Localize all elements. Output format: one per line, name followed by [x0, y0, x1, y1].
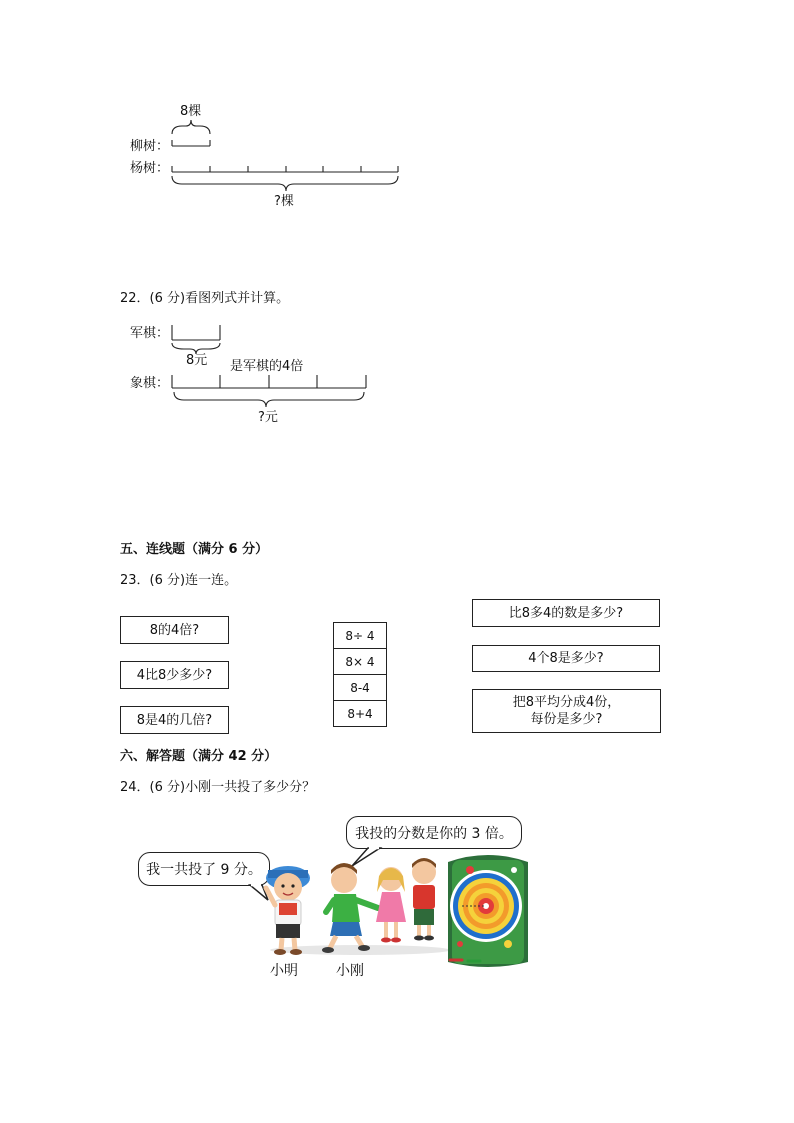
q22-row1-label: 军棋： [130, 326, 170, 341]
q22-row2-label: 象棋： [130, 376, 170, 391]
boy-xiaogang-figure [322, 863, 378, 953]
diagram1-row1-label: 柳树： [130, 139, 170, 154]
q22-note: 是军棋的4倍 [230, 359, 304, 374]
q22-brace-label: 8元 [186, 353, 208, 368]
bubble-left: 我一共投了 9 分。 [138, 852, 270, 886]
diagram1-top-label: 8棵 [180, 104, 202, 119]
q22-bottom-label: ?元 [258, 410, 278, 425]
name-xiaoming: 小明 [270, 963, 298, 979]
girl-figure [376, 867, 406, 943]
q23-title: 23．(6 分)连一连。 [120, 573, 238, 588]
middle-cell-2[interactable]: 8× 4 [333, 648, 387, 675]
right-box-3[interactable]: 把8平均分成4份， 每份是多少? [472, 689, 661, 733]
dartboard-figure [448, 855, 528, 967]
diagram1-row2-label: 杨树： [130, 161, 170, 176]
left-box-1[interactable]: 8的4倍? [120, 616, 229, 644]
right-box-1[interactable]: 比8多4的数是多少? [472, 599, 660, 627]
middle-cell-3[interactable]: 8-4 [333, 674, 387, 701]
section5-heading: 五、连线题（满分 6 分） [120, 542, 269, 557]
boy-xiaoming-figure [266, 866, 310, 955]
right-box-2[interactable]: 4个8是多少? [472, 645, 660, 672]
diagram1-bottom-label: ?棵 [274, 194, 294, 209]
left-box-3[interactable]: 8是4的几倍? [120, 706, 229, 734]
bubble-right: 我投的分数是你的 3 倍。 [346, 816, 522, 849]
name-xiaogang: 小刚 [336, 963, 364, 979]
q24-title: 24．(6 分)小刚一共投了多少分？ [120, 780, 316, 795]
middle-cell-4[interactable]: 8+4 [333, 700, 387, 727]
section6-heading: 六、解答题（满分 42 分） [120, 749, 278, 764]
q22-title: 22．(6 分)看图列式并计算。 [120, 291, 290, 306]
left-box-2[interactable]: 4比8少多少? [120, 661, 229, 689]
middle-cell-1[interactable]: 8÷ 4 [333, 622, 387, 649]
boy-red-shirt-figure [412, 858, 436, 941]
